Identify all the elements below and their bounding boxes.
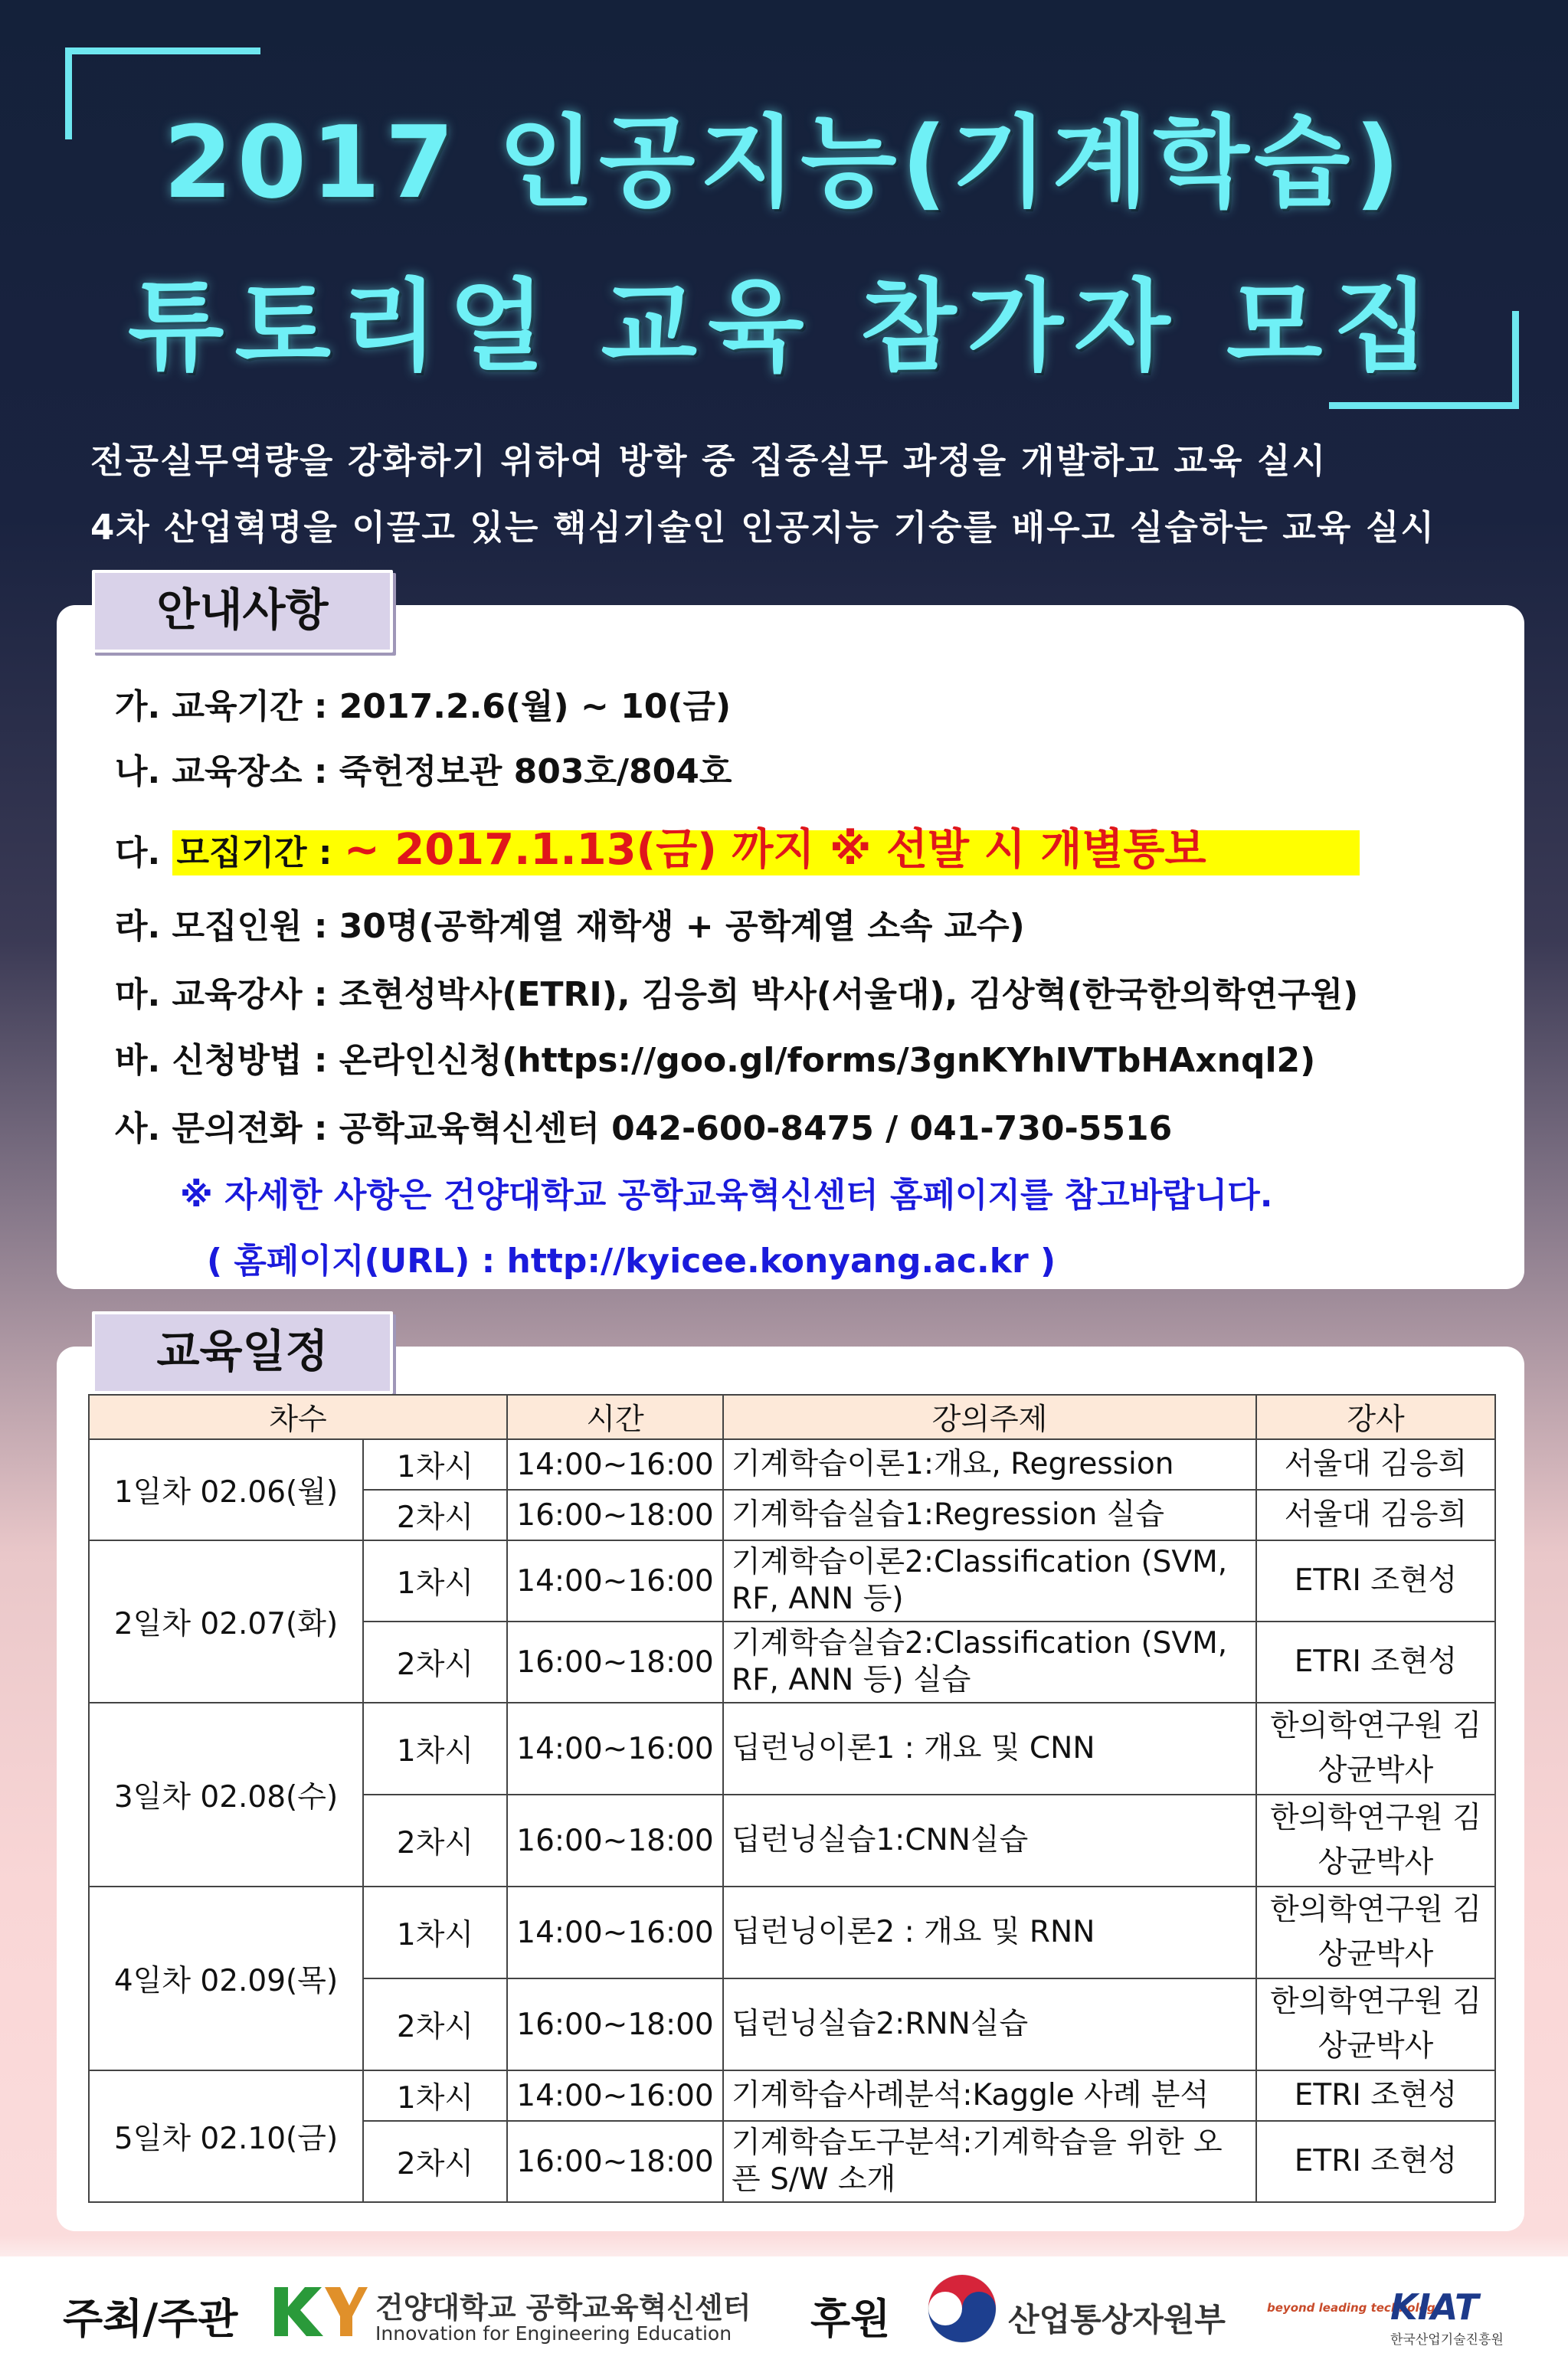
kiat-logo: KIAT <box>1390 2286 1479 2328</box>
day-cell: 2일차 02.07(화) <box>89 1540 363 1703</box>
topic-cell: 딥런닝실습1:CNN실습 <box>723 1795 1256 1887</box>
lecturer-cell: ETRI 조현성 <box>1256 2070 1495 2121</box>
lecturer-cell: 한의학연구원 김상균박사 <box>1256 1887 1495 1978</box>
page-title-line1: 2017 인공지능(기계학습) <box>163 104 1405 221</box>
day-cell: 3일차 02.08(수) <box>89 1703 363 1887</box>
time-cell: 16:00~18:00 <box>507 1795 723 1887</box>
time-cell: 16:00~18:00 <box>507 1622 723 1703</box>
footer-host-label: 주최/주관 <box>63 2295 238 2343</box>
topic-cell: 기계학습도구분석:기계학습을 위한 오픈 S/W 소개 <box>723 2121 1256 2202</box>
topic-cell: 딥런닝이론2 : 개요 및 RNN <box>723 1887 1256 1978</box>
topic-cell: 기계학습실습2:Classification (SVM, RF, ANN 등) 실습 <box>723 1622 1256 1703</box>
table-row <box>89 1439 1495 1490</box>
info-note: ※ 자세한 사항은 건양대학교 공학교육혁신센터 홈페이지를 참고바랍니다. <box>180 1176 1273 1215</box>
lecturer-cell: 한의학연구원 김상균박사 <box>1256 1978 1495 2070</box>
footer-host-sub: Innovation for Engineering Education <box>375 2322 732 2345</box>
col-header-time: 시간 <box>507 1395 723 1439</box>
table-row <box>89 2070 1495 2121</box>
time-cell: 14:00~16:00 <box>507 1703 723 1795</box>
kiat-org-name: 한국산업기술진흥원 <box>1390 2332 1504 2348</box>
lecturer-cell: ETRI 조현성 <box>1256 2121 1495 2202</box>
info-place: 나. 교육장소 : 죽헌정보관 803호/804호 <box>115 752 732 791</box>
table-row <box>89 1540 1495 1622</box>
day-cell: 5일차 02.10(금) <box>89 2070 363 2202</box>
time-cell: 14:00~16:00 <box>507 1887 723 1978</box>
recruit-highlight <box>172 825 1360 875</box>
topic-cell: 기계학습이론1:개요, Regression <box>723 1439 1256 1490</box>
footer-sponsor-label: 후원 <box>810 2295 891 2343</box>
page-title-line2: 튜토리얼 교육 참가자 모집 <box>127 268 1441 385</box>
schedule-section-header: 교육일정 <box>92 1311 393 1394</box>
session-cell: 2차시 <box>363 1490 507 1540</box>
topic-cell: 기계학습이론2:Classification (SVM, RF, ANN 등) <box>723 1540 1256 1622</box>
info-recruit-value: ~ 2017.1.13(금) 까지 ※ 선발 시 개별통보 <box>343 825 1206 875</box>
info-apply[interactable]: 바. 신청방법 : 온라인신청(https://goo.gl/forms/3gnKYhIVTbHAxnql2) <box>115 1041 1316 1080</box>
lecturer-cell: ETRI 조현성 <box>1256 1622 1495 1703</box>
lecturer-cell: 서울대 김응희 <box>1256 1439 1495 1490</box>
info-lecturers: 마. 교육강사 : 조현성박사(ETRI), 김응희 박사(서울대), 김상혁(한국한의학연구원) <box>115 975 1359 1014</box>
time-cell: 16:00~18:00 <box>507 2121 723 2202</box>
lecturer-cell: 서울대 김응희 <box>1256 1490 1495 1540</box>
info-homepage-link[interactable]: ( 홈페이지(URL) : http://kyicee.konyang.ac.kr ) <box>207 1242 1056 1281</box>
session-cell: 2차시 <box>363 1622 507 1703</box>
topic-cell: 딥런닝이론1 : 개요 및 CNN <box>723 1703 1256 1795</box>
time-cell: 16:00~18:00 <box>507 1978 723 2070</box>
session-cell: 1차시 <box>363 2070 507 2121</box>
day-cell: 4일차 02.09(목) <box>89 1887 363 2070</box>
info-recruit-prefix: 다. <box>115 833 161 872</box>
session-cell: 1차시 <box>363 1439 507 1490</box>
time-cell: 16:00~18:00 <box>507 1490 723 1540</box>
session-cell: 2차시 <box>363 2121 507 2202</box>
info-period: 가. 교육기간 : 2017.2.6(월) ~ 10(금) <box>115 687 732 726</box>
session-cell: 1차시 <box>363 1540 507 1622</box>
col-header-topic: 강의주제 <box>723 1395 1256 1439</box>
time-cell: 14:00~16:00 <box>507 2070 723 2121</box>
info-contact: 사. 문의전화 : 공학교육혁신센터 042-600-8475 / 041-730-5516 <box>115 1109 1173 1148</box>
info-recruit-label: 모집기간 : <box>176 833 332 872</box>
topic-cell: 기계학습사례분석:Kaggle 사례 분석 <box>723 2070 1256 2121</box>
footer-host-org: 건양대학교 공학교육혁신센터 <box>375 2291 751 2325</box>
government-taegeuk-icon <box>925 2272 999 2345</box>
info-quota: 라. 모집인원 : 30명(공학계열 재학생 + 공학계열 소속 교수) <box>115 907 1025 946</box>
lecturer-cell: 한의학연구원 김상균박사 <box>1256 1703 1495 1795</box>
intro-line1: 전공실무역량을 강화하기 위하여 방학 중 집중실무 과정을 개발하고 교육 실시 <box>90 440 1327 481</box>
info-section-header: 안내사항 <box>92 570 393 653</box>
time-cell: 14:00~16:00 <box>507 1540 723 1622</box>
col-header-session: 차수 <box>89 1395 507 1439</box>
lecturer-cell: ETRI 조현성 <box>1256 1540 1495 1622</box>
time-cell: 14:00~16:00 <box>507 1439 723 1490</box>
kiat-tagline: beyond leading technology <box>1267 2301 1443 2315</box>
table-row <box>89 1703 1495 1795</box>
lecturer-cell: 한의학연구원 김상균박사 <box>1256 1795 1495 1887</box>
info-recruit <box>115 816 1360 877</box>
topic-cell: 기계학습실습1:Regression 실습 <box>723 1490 1256 1540</box>
session-cell: 2차시 <box>363 1795 507 1887</box>
session-cell: 2차시 <box>363 1978 507 2070</box>
day-cell: 1일차 02.06(월) <box>89 1439 363 1540</box>
table-header-row <box>89 1395 1495 1439</box>
session-cell: 1차시 <box>363 1703 507 1795</box>
konyang-logo-icon <box>270 2284 369 2339</box>
table-row <box>89 1887 1495 1978</box>
session-cell: 1차시 <box>363 1887 507 1978</box>
intro-line2: 4차 산업혁명을 이끌고 있는 핵심기술인 인공지능 기숭를 배우고 실습하는 교육 실시 <box>90 507 1435 548</box>
footer-sponsor-org: 산업통상자원부 <box>1008 2301 1226 2338</box>
schedule-table <box>88 1394 1496 2203</box>
topic-cell: 딥런닝실습2:RNN실습 <box>723 1978 1256 2070</box>
col-header-lecturer: 강사 <box>1256 1395 1495 1439</box>
